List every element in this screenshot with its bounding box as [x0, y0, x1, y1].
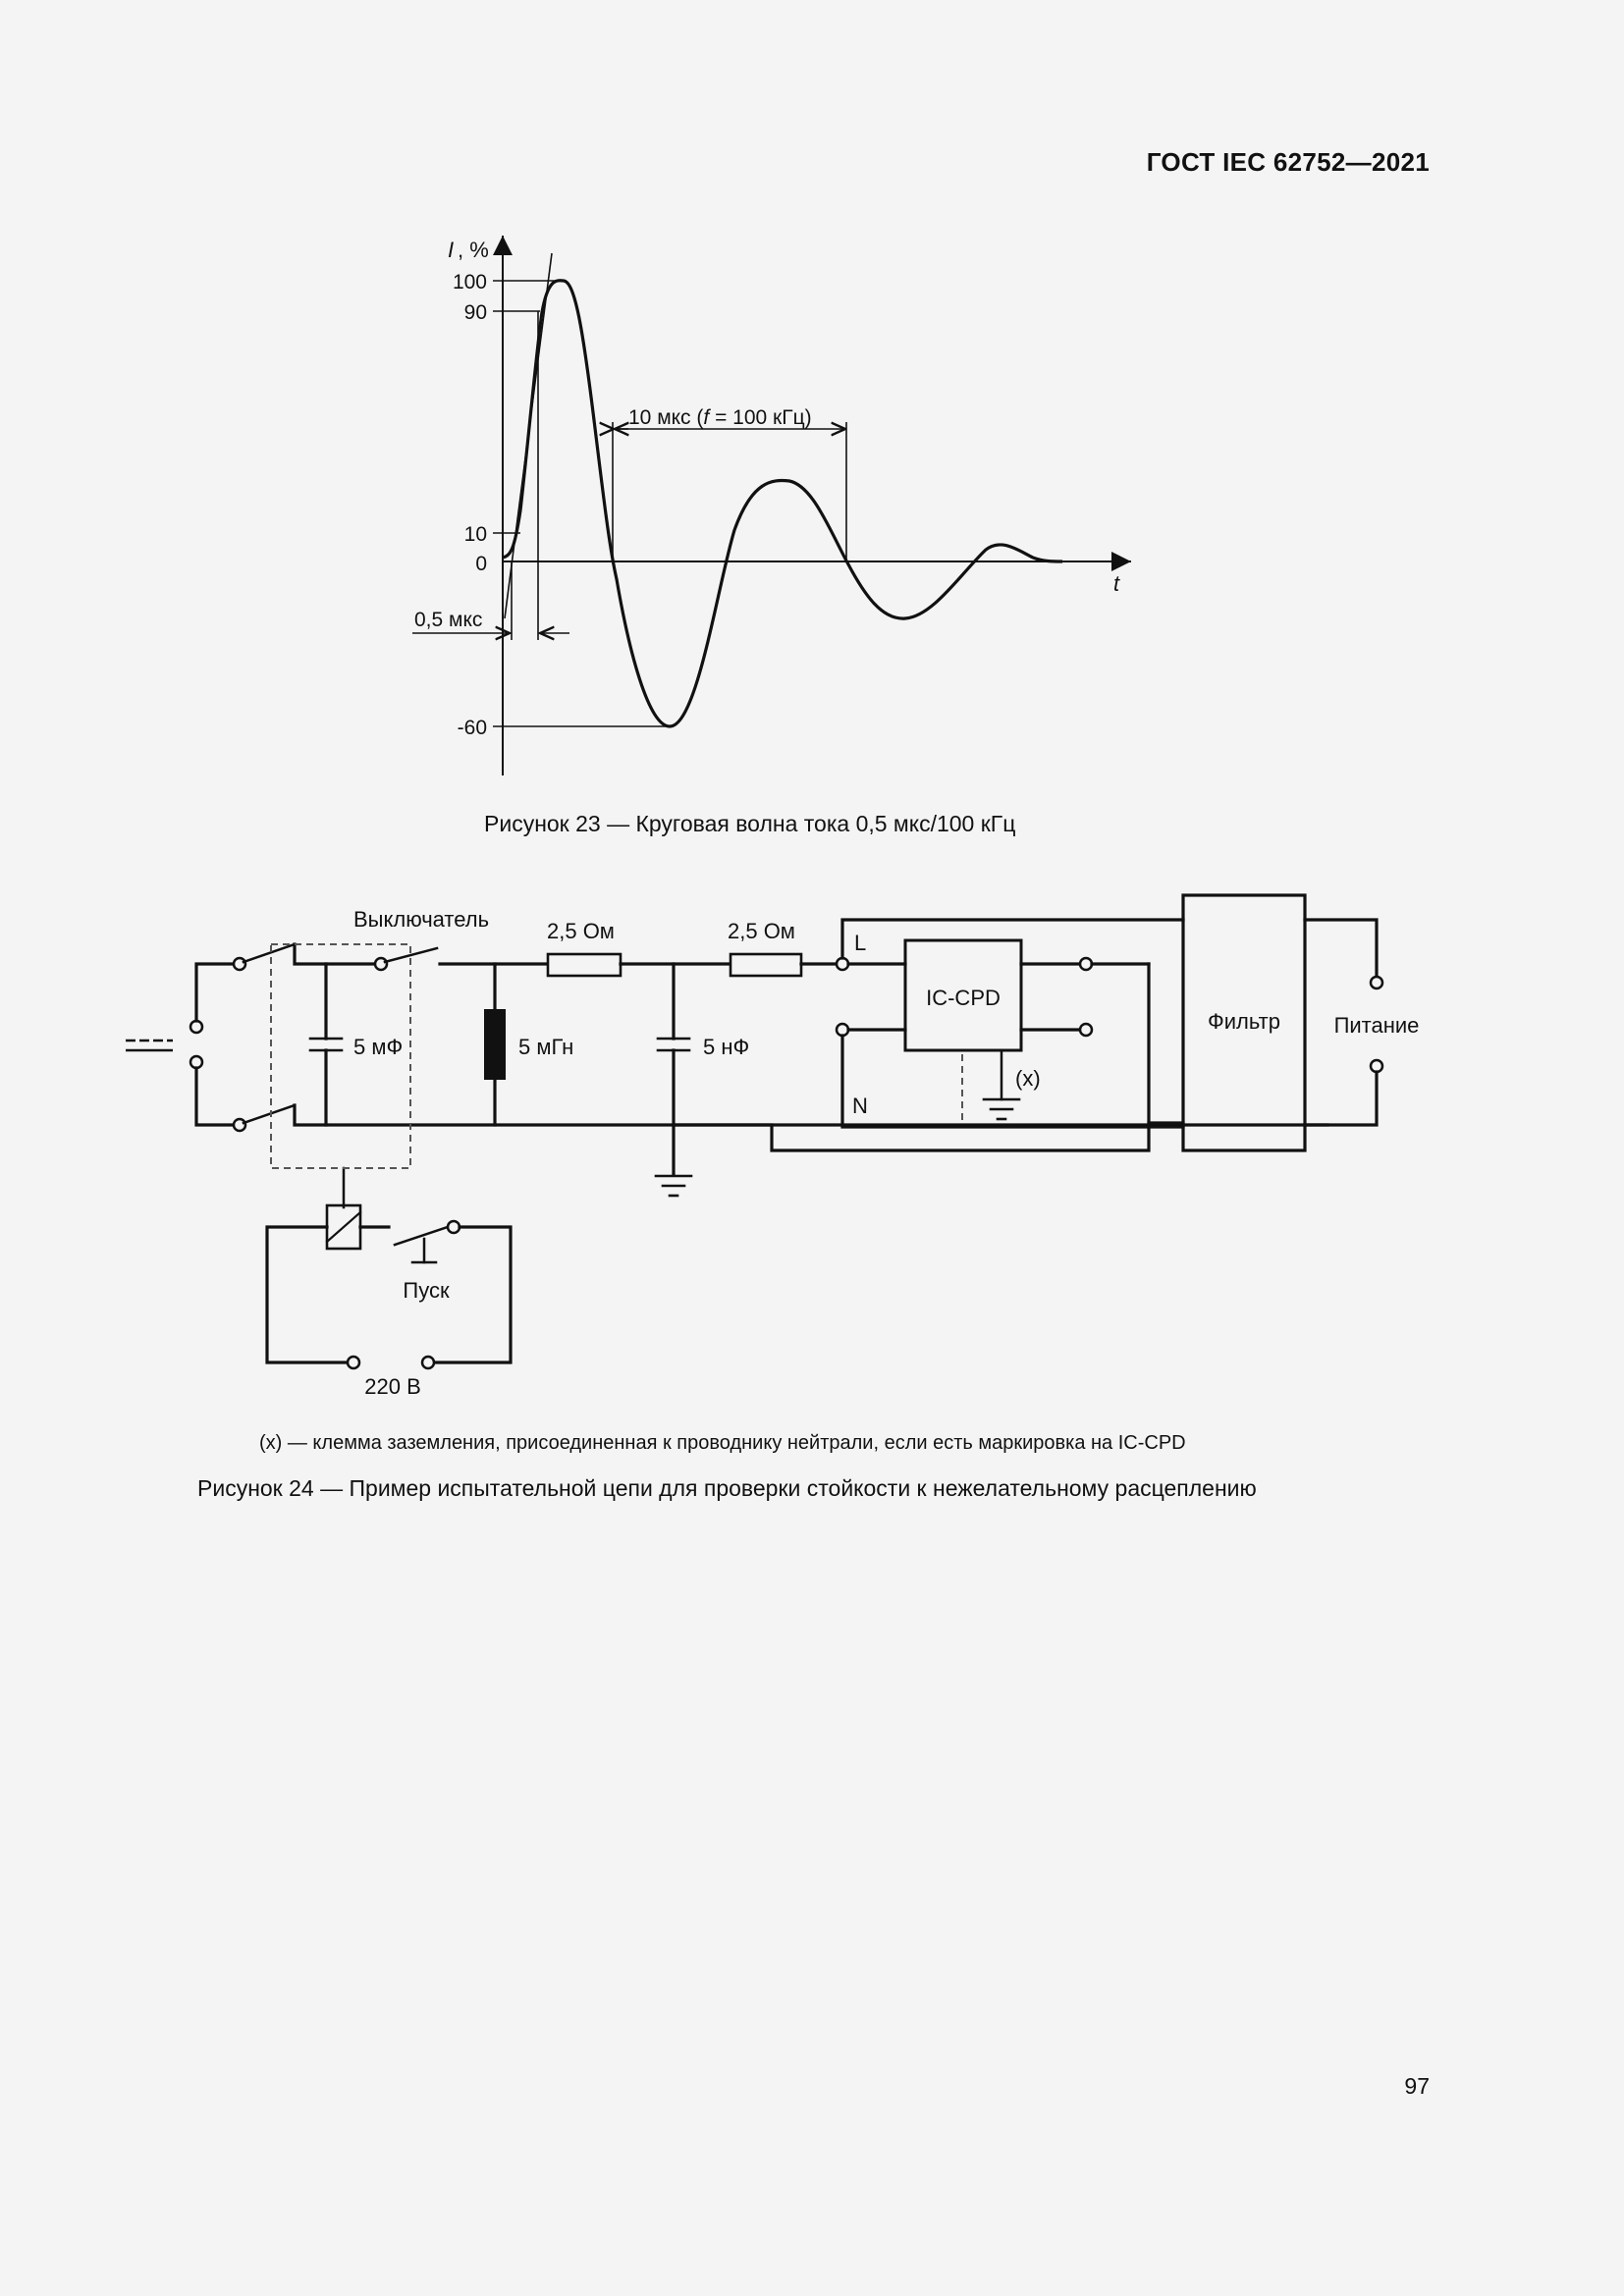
- document-header: ГОСТ IEC 62752—2021: [1146, 147, 1430, 177]
- tick-label-m60: -60: [457, 717, 487, 739]
- tick-label-90: 90: [463, 301, 487, 324]
- r2-label: 2,5 Ом: [728, 919, 795, 943]
- y-axis-unit: , %: [458, 238, 489, 262]
- period-annotation: 10 мкс (f = 100 кГц): [628, 406, 812, 429]
- switch-label: Выключатель: [353, 907, 490, 932]
- l-label: 5 мГн: [518, 1035, 574, 1059]
- source-terminal: [190, 1021, 202, 1033]
- figure-24-note: (x) — клемма заземления, присоединенная к проводнику нейтрали, если есть маркировка на IC-CPD: [259, 1432, 1186, 1454]
- device-label: IC-CPD: [926, 986, 1001, 1010]
- rise-annotation: 0,5 мкс: [414, 609, 483, 631]
- x-axis-label: t: [1113, 571, 1120, 596]
- supply-label: Питание: [1333, 1013, 1420, 1038]
- source-terminal: [190, 1056, 202, 1068]
- r1-label: 2,5 Ом: [547, 919, 615, 943]
- filter-label: Фильтр: [1208, 1009, 1280, 1034]
- tick-label-0: 0: [475, 553, 487, 575]
- tick-label-100: 100: [452, 271, 487, 294]
- page-number: 97: [1404, 2073, 1430, 2099]
- c2-label: 5 нФ: [703, 1035, 750, 1059]
- mains-label: 220 В: [364, 1374, 421, 1399]
- c1-label: 5 мФ: [353, 1035, 404, 1059]
- tick-label-10: 10: [463, 523, 487, 546]
- ground-mark-label: (x): [1015, 1066, 1041, 1091]
- y-axis-label: I: [448, 238, 455, 262]
- figure-23-caption: Рисунок 23 — Круговая волна тока 0,5 мкс/100 кГц: [484, 811, 1016, 836]
- terminal-l-label: L: [854, 931, 867, 955]
- inductor-body: [484, 1009, 506, 1080]
- start-label: Пуск: [403, 1278, 450, 1303]
- figure-24-caption: Рисунок 24 — Пример испытательной цепи для проверки стойкости к нежелательному расцеплению: [197, 1475, 1257, 1501]
- terminal-n-label: N: [852, 1094, 868, 1118]
